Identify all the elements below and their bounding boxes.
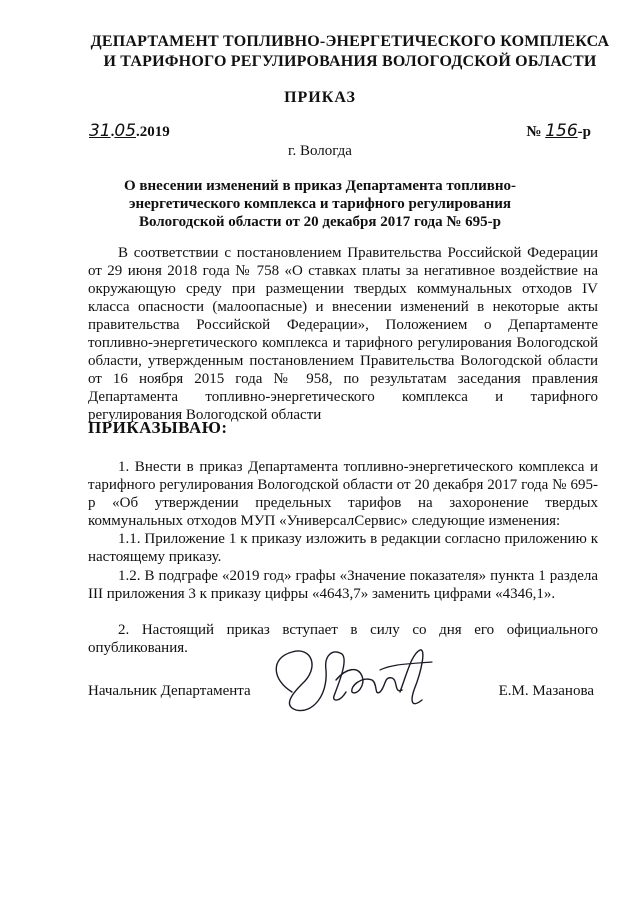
city: г. Вологда <box>288 143 352 159</box>
date-separator: . <box>110 124 115 140</box>
department-header-line-1: ДЕПАРТАМЕНТ ТОПЛИВНО-ЭНЕРГЕТИЧЕСКОГО КОМПЛЕКСА <box>90 33 610 50</box>
item-1-paragraph: 1. Внести в приказ Департамента топливно-энергетического комплекса и тарифного регулирования Вологодской области от 20 декабря 2017 года № 695-р «Об утверждении предельных тарифов на захоронение твердых коммунальных отходов МУП «УниверсалСервис» следующие изменения: <box>88 459 598 529</box>
preamble-paragraph: В соответствии с постановлением Правительства Российской Федерации от 29 июня 2018 года № 758 «О ставках платы за негативное воздействие на окружающую среду при размещении твердых коммунальных отходов IV класса опасности (малоопасные) и внесении изменений в некоторые акты правительства Российской Федерации», Положением о Департаменте топливно-энергетического комплекса и тарифного регулирования Вологодской области, утвержденным постановлением Правительства Вологодской области от 16 ноября 2015 года № 958, по результатам заседания правления Департамента топливно-энергетического комплекса и тарифного регулирования Вологодской области <box>88 245 598 423</box>
date-day: 31 <box>89 121 111 141</box>
number-value: 156 <box>545 121 578 141</box>
order-subject: О внесении изменений в приказ Департамента топливно-энергетического комплекса и тарифного регулирования Вологодской области от 20 декабря 2017 года № 695-р <box>123 178 517 230</box>
decree-heading: ПРИКАЗЫВАЮ: <box>88 418 228 437</box>
signer-name: Е.М. Мазанова <box>498 683 594 699</box>
document-title: ПРИКАЗ <box>284 89 356 106</box>
item-1-1-paragraph: 1.1. Приложение 1 к приказу изложить в редакции согласно приложению к настоящему приказу. <box>88 531 598 565</box>
order-number <box>526 121 591 141</box>
item-2-paragraph: 2. Настоящий приказ вступает в силу со дня его официального опубликования. <box>88 622 598 656</box>
department-header-line-2: И ТАРИФНОГО РЕГУЛИРОВАНИЯ ВОЛОГОДСКОЙ ОБЛАСТИ <box>103 53 597 70</box>
order-date <box>89 121 170 141</box>
signer-title: Начальник Департамента <box>88 683 251 699</box>
date-year: .2019 <box>136 124 170 140</box>
date-month: 05 <box>114 121 137 141</box>
handwritten-signature <box>262 640 442 720</box>
number-prefix: № <box>526 124 542 140</box>
number-suffix: -р <box>577 124 591 140</box>
item-1-2-paragraph: 1.2. В подграфе «2019 год» графы «Значение показателя» пункта 1 раздела III приложения 3 к приказу цифры «4643,7» заменить цифрами «4346,1». <box>88 568 598 602</box>
